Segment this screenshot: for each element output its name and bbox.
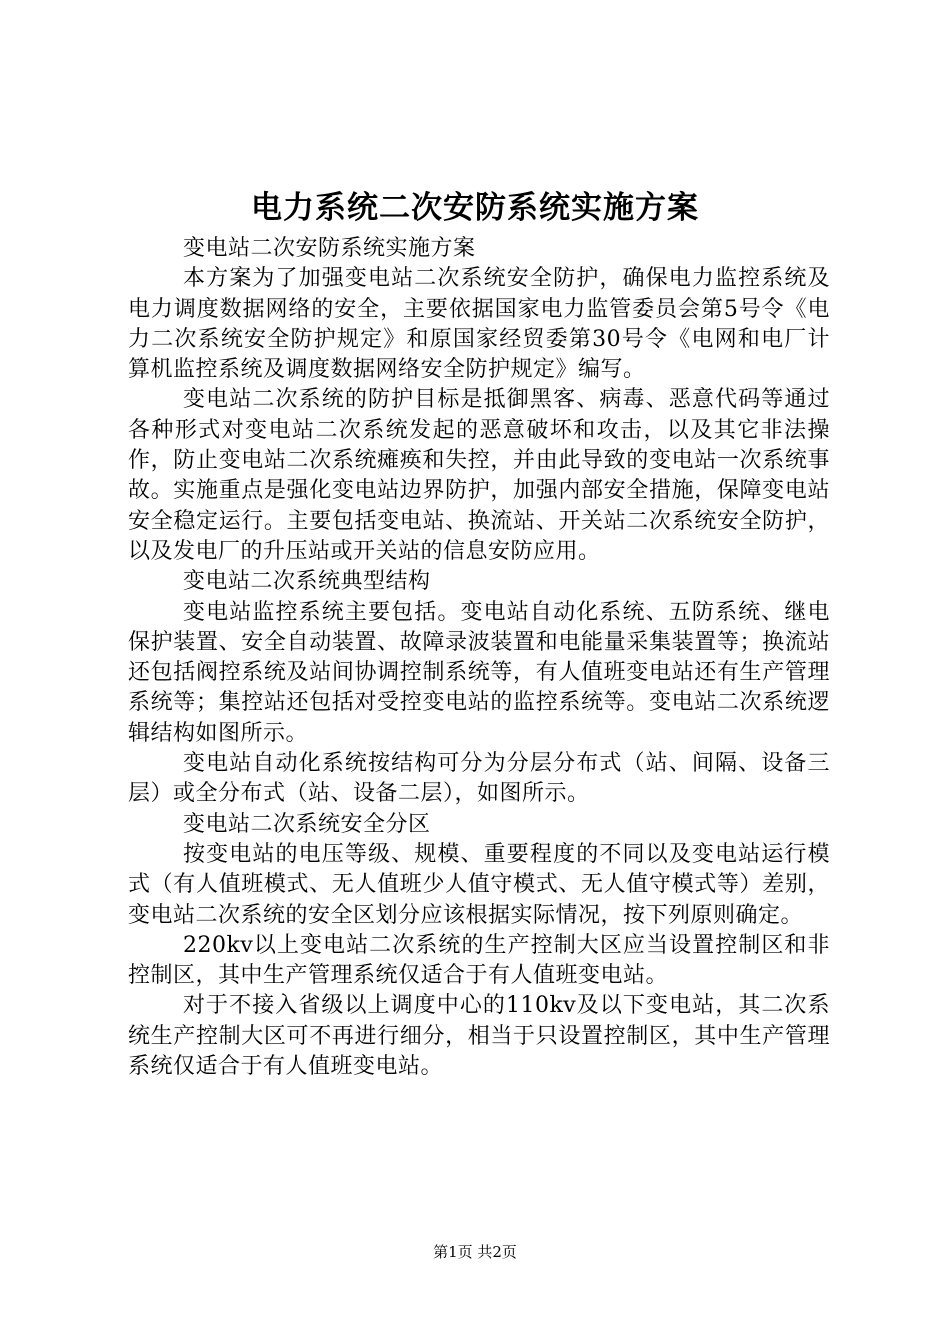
paragraph-zoning-principle: 按变电站的电压等级、规模、重要程度的不同以及变电站运行模式（有人值班模式、无人值班少人值守模式、无人值守模式等）差别，变电站二次系统的安全区划分应该根据实际情况，按下列原则确定。 (128, 841, 830, 928)
paragraph-110kv: 对于不接入省级以上调度中心的110kv及以下变电站，其二次系统生产控制大区可不再进行细分，相当于只设置控制区，其中生产管理系统仅适合于有人值班变电站。 (128, 993, 830, 1080)
paragraph-subtitle: 变电站二次安防系统实施方案 (183, 236, 476, 261)
document-title: 电力系统二次安防系统实施方案 (251, 190, 699, 226)
section-heading-zoning: 变电站二次系统安全分区 (183, 811, 431, 837)
paragraph-purpose: 本方案为了加强变电站二次系统安全防护，确保电力监控系统及电力调度数据网络的安全，主要依据国家电力监管委员会第5号令《电力二次系统安全防护规定》和原国家经贸委第30号令《电网和电厂计算机监控系统及调度数据网络安全防护规定》编写。 (128, 266, 830, 383)
document-body (128, 234, 830, 1082)
section-heading-structure: 变电站二次系统典型结构 (183, 569, 431, 595)
paragraph-monitoring: 变电站监控系统主要包括。变电站自动化系统、五防系统、继电保护装置、安全自动装置、故障录波装置和电能量采集装置等；换流站还包括阀控系统及站间协调控制系统等，有人值班变电站还有生产管理系统等；集控站还包括对受控变电站的监控系统等。变电站二次系统逻辑结构如图所示。 (128, 599, 830, 746)
paragraph-goals: 变电站二次系统的防护目标是抵御黑客、病毒、恶意代码等通过各种形式对变电站二次系统发起的恶意破坏和攻击，以及其它非法操作，防止变电站二次系统瘫痪和失控，并由此导致的变电站一次系统事故。实施重点是强化变电站边界防护，加强内部安全措施，保障变电站安全稳定运行。主要包括变电站、换流站、开关站二次系统安全防护，以及发电厂的升压站或开关站的信息安防应用。 (128, 387, 830, 564)
paragraph-220kv: 220kv以上变电站二次系统的生产控制大区应当设置控制区和非控制区，其中生产管理系统仅适合于有人值班变电站。 (128, 932, 830, 989)
paragraph-automation: 变电站自动化系统按结构可分为分层分布式（站、间隔、设备三层）或全分布式（站、设备二层），如图所示。 (128, 751, 830, 807)
page-footer: 第1页 共2页 (433, 1243, 517, 1261)
